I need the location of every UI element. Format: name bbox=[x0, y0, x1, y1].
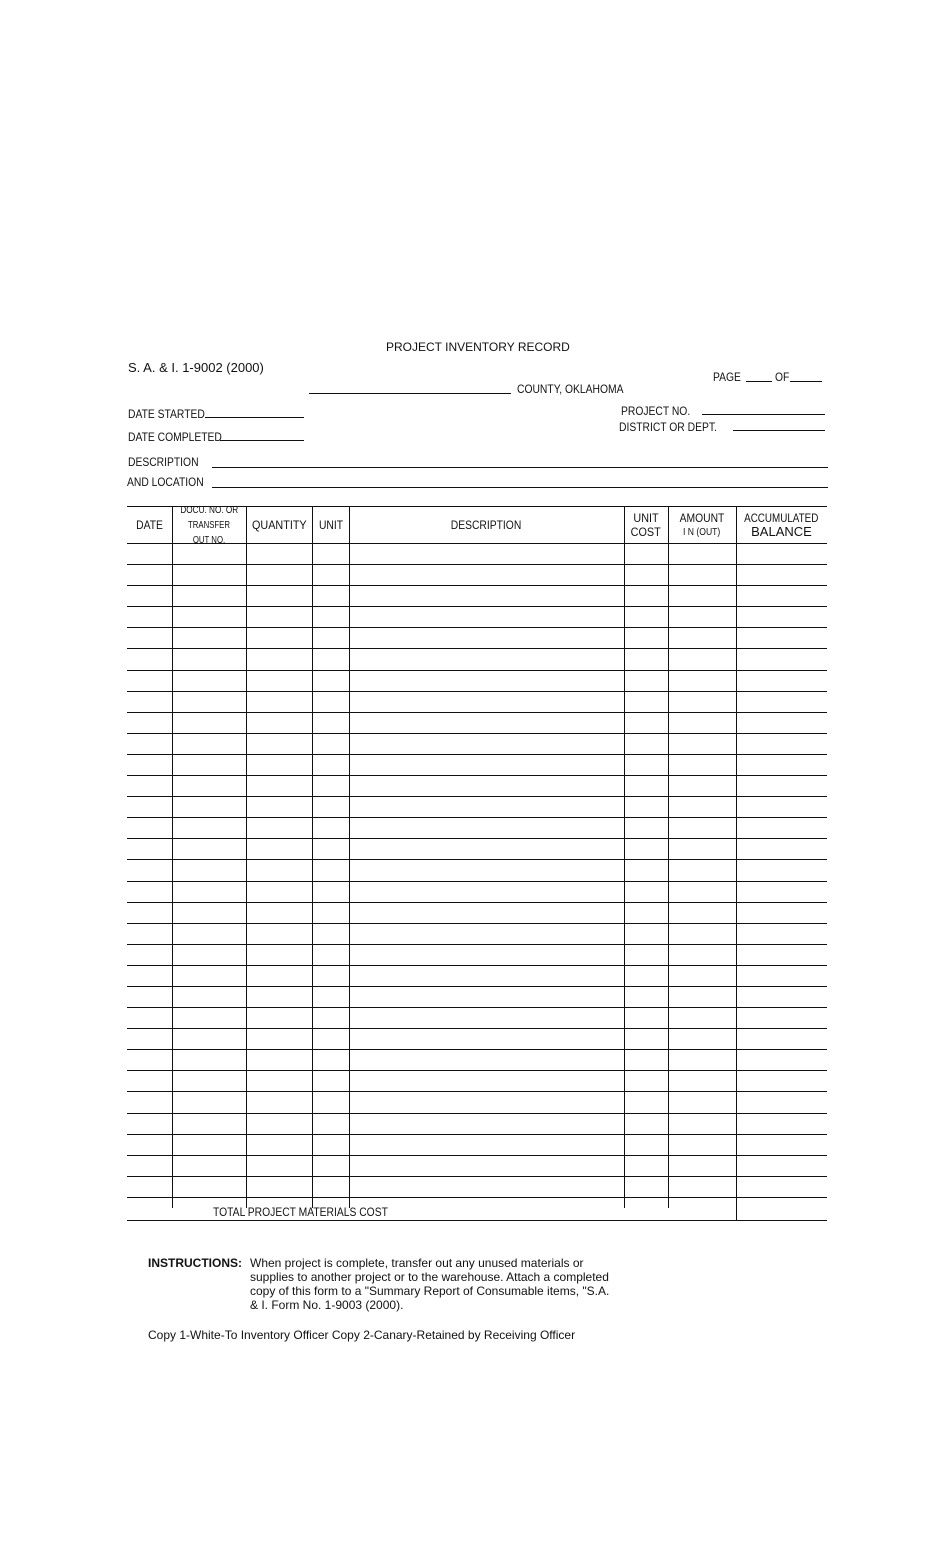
inventory-table bbox=[127, 506, 827, 1221]
table-row[interactable] bbox=[127, 987, 827, 1008]
table-row[interactable] bbox=[127, 818, 827, 839]
table-row[interactable] bbox=[127, 1071, 827, 1092]
page-label: PAGE bbox=[713, 370, 741, 384]
table-row[interactable] bbox=[127, 966, 827, 987]
col-header-date: DATE bbox=[136, 518, 163, 532]
col-divider bbox=[246, 506, 247, 1208]
table-row[interactable] bbox=[127, 839, 827, 860]
table-row[interactable] bbox=[127, 565, 827, 586]
form-id: S. A. & I. 1-9002 (2000) bbox=[128, 360, 264, 375]
total-label: TOTAL PROJECT MATERIALS COST bbox=[213, 1204, 388, 1219]
description-label: DESCRIPTION bbox=[128, 455, 199, 469]
table-row[interactable] bbox=[127, 860, 827, 881]
col-header-amount: AMOUNT I N (OUT) bbox=[679, 510, 725, 538]
table-row[interactable] bbox=[127, 924, 827, 945]
col-divider bbox=[312, 506, 313, 1208]
table-row[interactable] bbox=[127, 1029, 827, 1050]
table-body bbox=[127, 544, 827, 1198]
col-divider bbox=[172, 506, 173, 1208]
page-number-field[interactable] bbox=[746, 381, 772, 382]
copies-footer: Copy 1-White-To Inventory Officer Copy 2-Canary-Retained by Receiving Officer bbox=[148, 1328, 576, 1342]
table-row[interactable] bbox=[127, 1050, 827, 1071]
table-row[interactable] bbox=[127, 1114, 827, 1135]
district-label: DISTRICT OR DEPT. bbox=[619, 420, 717, 434]
table-row[interactable] bbox=[127, 797, 827, 818]
col-divider bbox=[624, 506, 625, 1208]
date-completed-label: DATE COMPLETED bbox=[128, 430, 222, 444]
table-row[interactable] bbox=[127, 713, 827, 734]
table-row[interactable] bbox=[127, 776, 827, 797]
col-divider bbox=[349, 506, 350, 1208]
of-label: OF bbox=[775, 370, 790, 384]
table-header bbox=[127, 506, 827, 544]
instructions-text: When project is complete, transfer out any unused materials or supplies to another project or to the warehouse. Attach a completed copy of this form to a "Summary Report of Consumable items, "S.A. & I. Form No. 1-9003 (2000). bbox=[250, 1256, 610, 1312]
table-row[interactable] bbox=[127, 607, 827, 628]
instructions-label: INSTRUCTIONS: bbox=[148, 1256, 242, 1270]
page-total-field[interactable] bbox=[790, 381, 822, 382]
project-no-label: PROJECT NO. bbox=[621, 404, 691, 418]
col-header-accumulated: ACCUMULATED BALANCE bbox=[744, 511, 819, 539]
table-row[interactable] bbox=[127, 692, 827, 713]
table-row[interactable] bbox=[127, 1156, 827, 1177]
project-no-field[interactable] bbox=[702, 414, 825, 415]
col-divider bbox=[668, 506, 669, 1208]
table-row[interactable] bbox=[127, 903, 827, 924]
table-row[interactable] bbox=[127, 755, 827, 776]
table-row[interactable] bbox=[127, 734, 827, 755]
form-title: PROJECT INVENTORY RECORD bbox=[386, 340, 570, 354]
table-row[interactable] bbox=[127, 649, 827, 670]
col-header-description: DESCRIPTION bbox=[451, 518, 522, 532]
table-row[interactable] bbox=[127, 628, 827, 649]
total-row bbox=[127, 1198, 827, 1221]
date-started-label: DATE STARTED bbox=[128, 407, 205, 421]
table-row[interactable] bbox=[127, 882, 827, 903]
instructions-block bbox=[148, 1256, 610, 1312]
county-label: COUNTY, OKLAHOMA bbox=[517, 382, 624, 396]
table-row[interactable] bbox=[127, 945, 827, 966]
table-row[interactable] bbox=[127, 671, 827, 692]
location-field[interactable] bbox=[212, 487, 828, 488]
description-field[interactable] bbox=[212, 467, 828, 468]
col-header-unit: UNIT bbox=[318, 518, 343, 532]
location-label: AND LOCATION bbox=[127, 475, 204, 489]
table-row[interactable] bbox=[127, 1135, 827, 1156]
col-header-docu: DOCU. NO. OR TRANSFER OUT NO. bbox=[180, 504, 238, 546]
county-field[interactable] bbox=[309, 393, 511, 394]
district-field[interactable] bbox=[733, 430, 825, 431]
table-row[interactable] bbox=[127, 1008, 827, 1029]
table-row[interactable] bbox=[127, 1177, 827, 1198]
date-started-field[interactable] bbox=[205, 417, 304, 418]
table-row[interactable] bbox=[127, 1092, 827, 1113]
table-row[interactable] bbox=[127, 586, 827, 607]
col-divider bbox=[736, 506, 737, 1208]
col-header-unit-cost: UNIT COST bbox=[630, 511, 662, 539]
col-header-quantity: QUANTITY bbox=[251, 518, 307, 532]
date-completed-field[interactable] bbox=[220, 440, 304, 441]
